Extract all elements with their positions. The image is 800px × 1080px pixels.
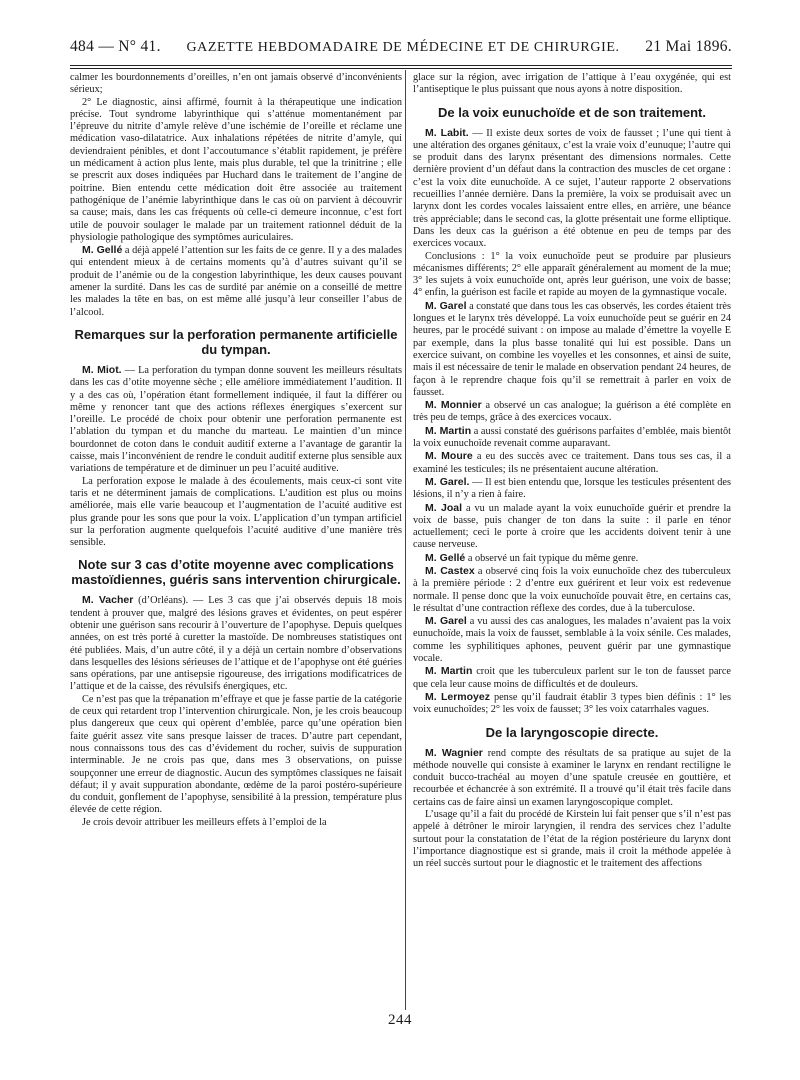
paragraph [413,450,731,476]
speaker-name: M. Garel [425,299,467,312]
paragraph [70,594,402,693]
paragraph: Ce n’est pas que la trépanation m’effraye et que je fasse partie de la catégorie de ceux qui retardent trop l’intervention chirurgicale. Non, je les crois beaucoup plus dangereux que ceux qui opèrent d’emblée, parce qu’une opération bien faite guérit assez vite sans presque laisser de traces. D’autre part cependant, nous connaissons tous des cas d’évidement du rocher, suivis de suppuration interminable. Je ne crois pas que, dans mes 3 observations, on puisse soupçonner une erreur de diagnostic. Aucun des symptômes classiques ne faisait défaut; il y avait suppuration abondante, œdème de la paroi postéro-supérieure du conduit, gonflement de l’apophyse, sensibilité à la pression, température plus élevée de cette région. [70,693,402,816]
paragraph-text: (d’Orléans). — Les 3 cas que j’ai observés depuis 18 mois tendent à prouver que, malgré des lésions graves et évidentes, on peut espérer obtenir une guérison sans recourir à l’ouverture de l’apophyse. Depuis quelques années, on est très porté à curetter la mastoïde. De nombreuses statistiques ont été publiées. Mais, d’un autre côté, il y a déjà un certain nombre d’observations dans lesquelles des lésions sérieuses de l’attique et de l’apophyse ont été guéries sans opérations, par une antisepsie rigoureuse, des irrigations modificatrices de l’attique et de la caisse, des révulsifs énergiques, etc. [70,595,402,693]
header-date: 21 Mai 1896. [645,38,732,55]
page-footer-number: 244 [388,1012,412,1028]
paragraph-text: — Il est bien entendu que, lorsque les testicules présentent des lésions, il n’y a rien à faire. [413,476,731,501]
paragraph: L’usage qu’il a fait du procédé de Kirstein lui fait penser que s’il n’est pas appelé à détrôner le miroir laryngien, il rendra des services chez l’adulte surtout pour la constatation de l’état de la région postérieure du larynx dont l’importance diagnostique est si grande, mais il croit la méthode appelée à un réel succès surtout pour le diagnostic et le traitement des affections [413,809,731,870]
paragraph [413,476,731,502]
paragraph [413,300,731,399]
header-rule-bottom [70,68,732,69]
paragraph-text: croit que les tuberculeux parlent sur le ton de fausset parce que cela leur cause moins de difficultés et de douleurs. [413,666,731,690]
speaker-name: M. Joal [425,501,462,514]
speaker-name: M. Castex [425,564,475,577]
paragraph-text: pense qu’il faudrait établir 3 types bien définis : 1° les voix eunuchoïdes; 2° les voix de fausset; 3° les voix catarrhales vagues. [413,691,731,716]
paragraph-text: a observé cinq fois la voix eunuchoïde chez des tuberculeux à la première période : 2 d’entre eux guérirent et leur voix est redevenue normale. Il pense donc que la voix eunuchoïde pouvait être, en certains cas, le résultat d’une contraction réflexe des cordes, due à la tuberculose. [413,565,731,614]
paragraph-text: a eu des succès avec ce traitement. Dans tous ses cas, il a examiné les testicules; ils ne présentaient aucune altération. [413,451,731,475]
paragraph [413,665,731,691]
paragraph [413,127,731,251]
paragraph-text: a vu un malade ayant la voix eunuchoïde guérir et prendre la voix de basse, puis changer de ton dans la suite : il parle en ténor actuellement; ceci le porte à croire que les accidents doivent tenir à une cause nerveuse. [413,502,731,551]
column-divider [405,70,406,1010]
paragraph [413,615,731,665]
speaker-name: M. Miot. [82,363,122,376]
paragraph [413,502,731,552]
paragraph [70,244,402,319]
paragraph [413,565,731,615]
speaker-name: M. Vacher [82,594,134,607]
paragraph-text: a aussi constaté des guérisons parfaites d’emblée, mais bientôt la voix eunuchoïde revenait comme auparavant. [413,425,731,450]
paragraph-text: a vu aussi des cas analogues, les malades n’avaient pas la voix eunuchoïde, mais la voix de fausset, semblable à la voix sénile. Ces malades, comme les syphilitiques aphones, peuvent guérir par une gymnastique vocale. [413,616,731,665]
section-heading: De la laryngoscopie directe. [485,724,659,740]
page-header [70,38,732,60]
section-heading: Note sur 3 cas d’otite moyenne avec complications mastoïdiennes, guéris sans intervention chirurgicale. [71,557,401,588]
paragraph [413,425,731,451]
speaker-name: M. Gellé [82,244,123,257]
section-heading: Remarques sur la perforation permanente artificielle du tympan. [74,326,398,357]
paragraph-text: rend compte des résultats de sa pratique au sujet de la méthode nouvelle qui consiste à examiner le larynx en rendant rectiligne le conduit bucco-trachéal au moyen d’une spatule creusée en gouttière, et recourbée et échancrée à son extrémité. Il a trouvé qu’il était très facile dans certains cas de faire ainsi un examen laryngoscopique complet. [413,747,731,808]
speaker-name: M. Wagnier [425,746,483,759]
journal-title: GAZETTE HEBDOMADAIRE DE MÉDECINE ET DE CHIRURGIE. [186,40,620,55]
speaker-name: M. Garel. [425,475,470,488]
paragraph: 2° Le diagnostic, ainsi affirmé, fournit à la thérapeutique une indication précise. Tout syndrome labyrinthique qui s’atténue momentanément par l’épreuve du nitrite d’amyle relève d’une ischémie de l’oreille et réclame une médication vaso-dilatatrice. Aux inhalations répétées de nitrite d’amyle, qui deviendraient pénibles, et dont l’accoutumance s’établit rapidement, je préfère un médicament à action plus lente, mais plus durable, tel que la trinitrine ; elle se prescrit aux doses indiquées par Huchard dans le traitement de l’angine de poitrine. Bien entendu cette médication doit être associée au traitement pathogénique de l’anémie labyrinthique dans le cas où on parvient à découvrir sa cause; mais, dans les cas fréquents où celle-ci demeure inconnue, c’est fort utile de pouvoir soulager le malade par un traitement rationnel déduit de la physiologie pathologique des symptômes auriculaires. [70,96,402,243]
speaker-name: M. Lermoyez [425,690,490,703]
speaker-name: M. Gellé [425,551,466,564]
speaker-name: M. Labit. [425,126,469,139]
paragraph [413,747,731,809]
paragraph: glace sur la région, avec irrigation de l’attique à l’eau oxygénée, qui est l’antiseptique le plus puissant que nous ayons à notre disposition. [413,72,731,96]
speaker-name: M. Monnier [425,399,482,412]
paragraph: calmer les bourdonnements d’oreilles, n’en ont jamais observé d’inconvénients sérieux; [70,72,402,96]
header-rule-top [70,65,732,66]
paragraph [70,364,402,476]
paragraph [413,552,731,565]
paragraph-text: a observé un fait typique du même genre. [465,552,639,564]
paragraph [413,399,731,425]
section-heading: De la voix eunuchoïde et de son traitement. [437,104,706,120]
left-column [70,72,402,1012]
speaker-name: M. Moure [425,450,473,463]
paragraph-text: a constaté que dans tous les cas observés, les cordes étaient très longues et le larynx très développé. La voix eunuchoïde peut se guérir en 24 heures, par le procédé suivant : on impose au malade d’émettre la voyelle E par exemple, dans la plus basse tonalité qui lui est possible. Dans un exercice suivant, on combine les voyelles et les consonnes, et ainsi de suite, mais il est nécessaire de tenir le malade en observation pendant 24 heures, de façon à le reprendre chaque fois qu’il se remettrait à parler en voix de fausset. [413,300,731,398]
speaker-name: M. Martin [425,665,473,678]
paragraph [413,691,731,717]
paragraph: La perforation expose le malade à des écoulements, mais ceux-ci sont vite taris et ne déterminent jamais de complications. L’audition est plus ou moins améliorée, mais elle varie beaucoup et l’augmentation de l’acuité auditive est plus grande pour les sons que pour la voix. L’application d’un tympan artificiel sur la perforation augmente quelquefois l’acuité auditive d’une manière très sensible. [70,475,402,549]
paragraph-text: a observé un cas analogue; la guérison a été complète en très peu de temps, grâce à des exercices vocaux. [413,400,731,424]
paragraph-text: — La perforation du tympan donne souvent les meilleurs résultats dans les cas d’otite moyenne sèche ; elle améliore immédiatement l’audition. Il y a des cas où, l’opération étant formellement indiquée, il faut la différer ou même y renoncer tant que des actions réflexes énergiques s’exercent sur l’oreille. Le procédé de choix pour obtenir une perforation permanente est l’ablation du tympan et du manche du marteau. Le maintien d’un mince bourdonnet de coton dans le conduit auditif externe a l’avantage de garantir la caisse, mais l’inconvénient de rendre le conduit auditif externe plus sensible aux variations de température et de diminuer un peu l’acuité auditive. [70,364,402,475]
header-page-number: 484 — N° 41. [70,38,161,55]
paragraph: Je crois devoir attribuer les meilleurs effets à l’emploi de la [82,816,327,828]
speaker-name: M. Martin [425,424,472,437]
paragraph-text: — Il existe deux sortes de voix de fausset ; l’une qui tient à une altération des organes génitaux, c’est la vraie voix d’eunuque; l’autre qui se produit dans des larynx présentant des dimensions normales. Cette dernière provient d’un défaut dans la contraction des muscles de cet organe : c’est la voix dite eunuchoïde. A ce sujet, l’auteur rapporte 2 observations recueillies l’année dernière. Dans la première, la voix se produisait avec un larynx dont les cordes vocales laissaient entre elles, en arrière, une béance très appréciable; dans le second cas, la glotte présentait une forme elliptique. Dans les deux cas la guérison a été obtenue en peu de temps par des exercices vocaux. [413,127,731,250]
speaker-name: M. Garel [425,615,467,628]
paragraph: Conclusions : 1° la voix eunuchoïde peut se produire par plusieurs mécanismes différents; 2° elle apparaît généralement au moment de la mue; 3° les sujets à voix eunuchoïde ont, après leur guérison, une voix de basse; 4° enfin, la guérison est facile et rapide au moyen de la gymnastique vocale. [413,250,731,299]
paragraph-text: a déjà appelé l’attention sur les faits de ce genre. Il y a des malades qui entendent mieux à de certains moments qu’à d’autres suivant qu’il se produit de l’anémie ou de la congestion labyrinthique, les deux causes pouvant amener la surdité. Dans les cas de surdité par anémie on a conseillé de mettre les malades la tête en bas, on est même allé jusqu’à leur conseiller l’abus de l’alcool. [70,245,402,318]
right-column [413,72,731,1012]
